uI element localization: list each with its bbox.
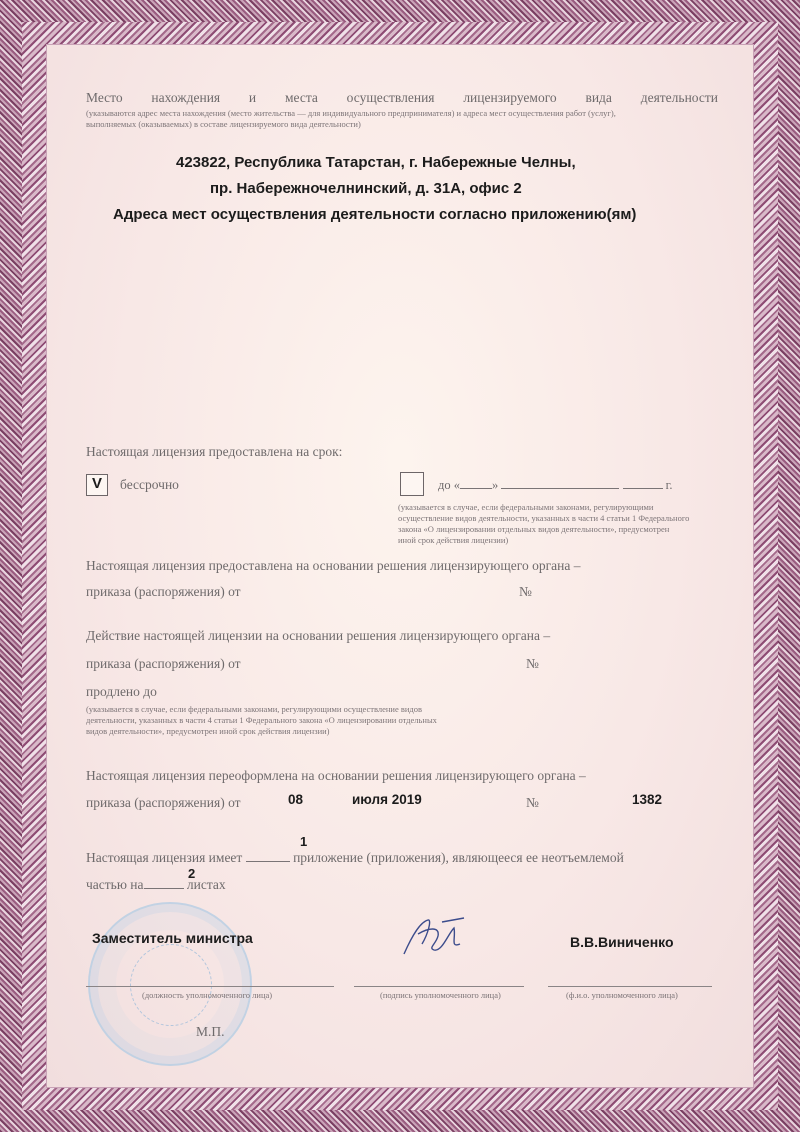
year-suffix: г. [665, 478, 673, 492]
until-close: » [492, 478, 499, 492]
reissued-number: 1382 [632, 792, 663, 807]
seal-emblem [130, 944, 212, 1026]
location-note-1: (указываются адрес места нахождения (место жительства — для индивидуального предпринимателя) и адреса мест осуществления работ (услуг), [86, 108, 616, 118]
handwritten-signature [398, 914, 468, 960]
term-heading: Настоящая лицензия предоставлена на срок: [86, 444, 343, 459]
term-note-line-4: иной срок действия лицензии) [398, 535, 509, 545]
appendix-pages-suffix: листах [186, 877, 226, 892]
appendix-pages-line [86, 877, 226, 893]
basis-number-sign: № [519, 584, 532, 599]
appendix-pages-prefix: частью на [86, 877, 144, 892]
official-seal [88, 902, 252, 1066]
signature-underline [354, 986, 524, 987]
appendix-line [86, 850, 624, 866]
extended-until: продлено до [86, 684, 157, 699]
until-day-blank [460, 488, 492, 489]
appendix-count-blank [246, 861, 290, 862]
reissued-line-2: приказа (распоряжения) от [86, 795, 241, 810]
appendix-pages: 2 [188, 866, 196, 881]
reissued-number-sign: № [526, 795, 539, 810]
name-underline [548, 986, 712, 987]
term-note [398, 502, 728, 546]
basis-line-1: Настоящая лицензия предоставлена на основании решения лицензирующего органа – [86, 558, 581, 573]
address-line-2: пр. Набережночелнинский, д. 31А, офис 2 [210, 180, 522, 197]
reissued-day: 08 [288, 792, 304, 807]
check-mark: V [92, 475, 103, 492]
position-caption: (должность уполномоченного лица) [142, 990, 273, 1000]
until-month-blank [501, 488, 619, 489]
until-year-blank [623, 488, 663, 489]
extended-line-2: приказа (распоряжения) от [86, 656, 241, 671]
appendix-count: 1 [300, 834, 308, 849]
name-caption: (ф.и.о. уполномоченного лица) [566, 990, 678, 1000]
reissued-month-year: июля 2019 [352, 792, 422, 807]
term-note-line-1: (указывается в случае, если федеральными законами, регулирующими [398, 502, 654, 512]
appendix-prefix: Настоящая лицензия имеет [86, 850, 243, 865]
extended-line-1: Действие настоящей лицензии на основании решения лицензирующего органа – [86, 628, 551, 643]
extended-note-line-1: (указывается в случае, если федеральными законами, регулирующими осуществление видов [86, 704, 423, 714]
term-note-line-3: закона «О лицензировании отдельных видов деятельности», предусмотрен [398, 524, 670, 534]
stamp-place: М.П. [196, 1024, 225, 1039]
extended-number-sign: № [526, 656, 539, 671]
reissued-line-1: Настоящая лицензия переоформлена на основании решения лицензирующего органа – [86, 768, 586, 783]
appendix-suffix: приложение (приложения), являющееся ее неотъемлемой [293, 850, 624, 865]
location-heading: Место нахождения и места осуществления лицензируемого вида деятельности [86, 90, 718, 105]
extended-note-line-2: деятельности, указанных в части 4 статьи 1 Федерального закона «О лицензировании отдельных [86, 715, 437, 725]
address-line-3: Адреса мест осуществления деятельности согласно приложению(ям) [113, 206, 637, 223]
address-line-1: 423822, Республика Татарстан, г. Набережные Челны, [176, 154, 576, 171]
unlimited-label: бессрочно [120, 477, 179, 492]
until-date-field [438, 478, 672, 493]
position-underline [86, 986, 334, 987]
extended-note-line-3: видов деятельности», предусмотрен иной срок действия лицензии) [86, 726, 330, 736]
signature-caption: (подпись уполномоченного лица) [380, 990, 501, 1000]
signatory-name: В.В.Виниченко [570, 934, 674, 950]
until-label: до « [438, 478, 460, 492]
basis-line-2: приказа (распоряжения) от [86, 584, 241, 599]
until-date-checkbox[interactable] [400, 472, 424, 496]
signatory-position: Заместитель министра [92, 930, 253, 946]
location-note-2: выполняемых (оказываемых) в составе лицензируемого вида деятельности) [86, 119, 361, 129]
extended-note [86, 704, 506, 737]
term-note-line-2: осуществление видов деятельности, указанных в части 4 статьи 1 Федерального [398, 513, 690, 523]
unlimited-checkbox[interactable] [86, 474, 108, 496]
appendix-pages-blank [144, 888, 184, 889]
